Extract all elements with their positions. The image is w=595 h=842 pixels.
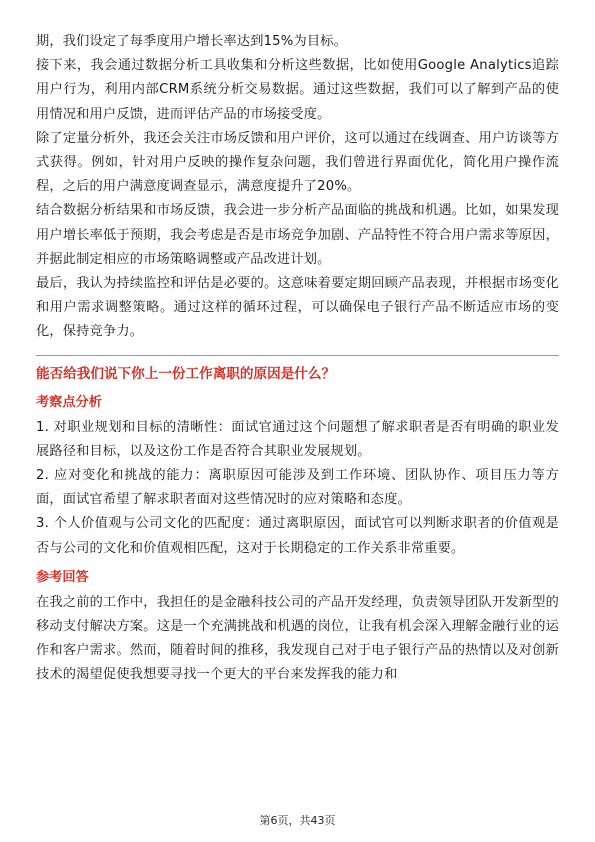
intro-paragraph-5: 最后，我认为持续监控和评估是必要的。这意味着要定期回顾产品表现，并根据市场变化和用户需求调整策略。通过这样的循环过程，可以确保电子银行产品不断适应市场的变化，保持竞争力。 xyxy=(36,276,559,340)
page-footer: 第6页，共43页 xyxy=(259,814,336,827)
intro-paragraph-2: 接下来，我会通过数据分析工具收集和分析这些数据，比如使用Google Analytics追踪用户行为，利用内部CRM系统分析交易数据。通过这些数据，我们可以了解到产品的使用情况和用户反馈，进而评估产品的市场接受度。 xyxy=(36,58,559,122)
interview-question: 能否给我们说下你上一份工作离职的原因是什么？ xyxy=(36,365,336,382)
analysis-item-2: 2. 应对变化和挑战的能力：离职原因可能涉及到工作环境、团队协作、项目压力等方面，面试官希望了解求职者面对这些情况时的应对策略和态度。 xyxy=(36,468,559,508)
analysis-item-3: 3. 个人价值观与公司文化的匹配度：通过离职原因，面试官可以判断求职者的价值观是否与公司的文化和价值观相匹配，这对于长期稳定的工作关系非常重要。 xyxy=(36,516,559,556)
analysis-heading: 考察点分析 xyxy=(36,394,102,410)
analysis-item-1: 1. 对职业规划和目标的清晰性：面试官通过这个问题想了解求职者是否有明确的职业发展路径和目标，以及这份工作是否符合其职业发展规划。 xyxy=(36,419,559,459)
intro-paragraph-1: 期，我们设定了每季度用户增长率达到15%为目标。 xyxy=(36,34,348,49)
intro-paragraph-4: 结合数据分析结果和市场反馈，我会进一步分析产品面临的挑战和机遇。比如，如果发现用户增长率低于预期，我会考虑是否是市场竞争加剧、产品特性不符合用户需求等原因，并据此制定相应的市场策略调整或产品改进计划。 xyxy=(36,203,559,267)
section-divider xyxy=(36,355,559,356)
document-page xyxy=(36,30,559,688)
intro-paragraph-3: 除了定量分析外，我还会关注市场反馈和用户评价，这可以通过在线调查、用户访谈等方式获得。例如，针对用户反映的操作复杂问题，我们曾进行界面优化，简化用户操作流程，之后的用户满意度调查显示，满意度提升了20%。 xyxy=(36,130,559,195)
answer-heading: 参考回答 xyxy=(36,569,89,585)
answer-text: 在我之前的工作中，我担任的是金融科技公司的产品开发经理，负责领导团队开发新型的移动支付解决方案。这是一个充满挑战和机遇的岗位，让我有机会深入理解金融行业的运作和客户需求。然而，随着时间的推移，我发现自己对于电子银行产品的热情以及对创新技术的渴望促使我想要寻找一个更大的平台来发挥我的能力和 xyxy=(36,594,559,683)
